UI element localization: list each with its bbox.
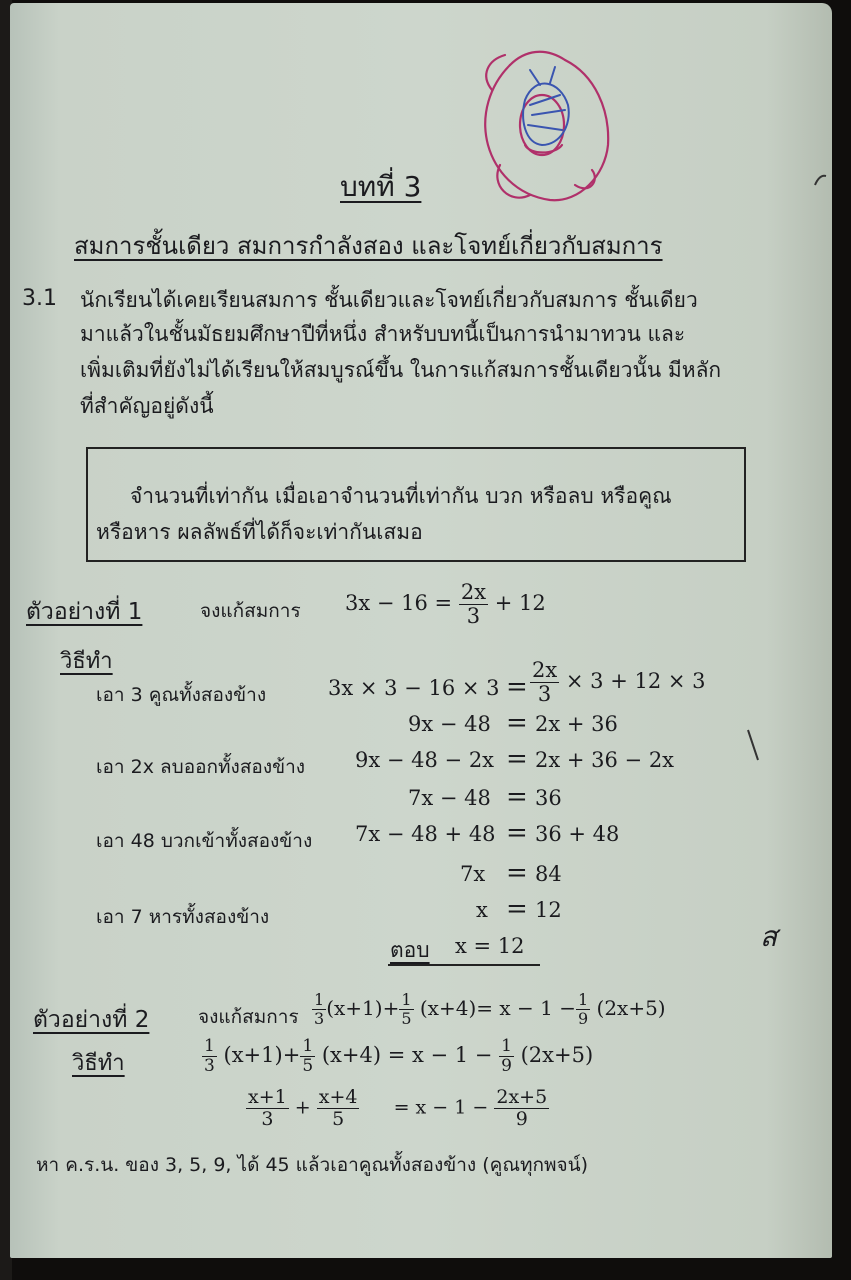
frac-den: 5 <box>401 1009 412 1028</box>
rhs-prefix: = x − 1 − <box>393 1096 489 1119</box>
frac-den: 3 <box>314 1009 325 1028</box>
example1-label: ตัวอย่างที่ 1 <box>26 599 143 625</box>
step2-equals: = <box>506 708 528 738</box>
step4-equals: = <box>506 782 528 812</box>
step1-fraction <box>530 660 559 705</box>
step7-note: เอา 7 หารทั้งสองข้าง <box>96 906 270 928</box>
example1-method: วิธีทำ <box>60 649 113 674</box>
step1-right-rest: × 3 + 12 × 3 <box>565 669 706 693</box>
frac-num: 1 <box>501 1036 512 1056</box>
frac-den: 3 <box>537 682 552 706</box>
term: (x+1) <box>223 1043 283 1067</box>
frac-den: 5 <box>302 1056 314 1076</box>
frac-x1-3 <box>246 1088 289 1129</box>
doodle-drawing <box>470 45 620 210</box>
step5-equals: = <box>506 818 528 848</box>
step3-note: เอา 2x ลบออกทั้งสองข้าง <box>96 756 306 778</box>
frac-1-3 <box>312 992 326 1027</box>
section-number: 3.1 <box>22 286 57 311</box>
section-line-2: มาแล้วในชั้นมัธยมศึกษาปีที่หนึ่ง สำหรับบทนี้เป็นการนำมาทวน และ <box>80 322 686 346</box>
section-line-4: ที่สำคัญอยู่ดังนี้ <box>80 394 214 418</box>
chapter-title: บทที่ 3 <box>340 170 422 203</box>
step2-left: 9x − 48 <box>408 712 491 736</box>
frac-1-9 <box>576 992 590 1027</box>
step3-left: 9x − 48 − 2x <box>355 748 495 772</box>
step3-right: 2x + 36 − 2x <box>535 748 675 772</box>
step1-equals: = <box>506 672 528 702</box>
frac-num: 2x <box>460 580 487 604</box>
step3-equals: = <box>506 744 528 774</box>
example1-equation <box>345 582 546 627</box>
example2-prompt: จงแก้สมการ <box>198 1006 299 1028</box>
margin-mark: ส <box>760 920 778 953</box>
frac-x4-5 <box>317 1088 360 1129</box>
step7-left: x <box>476 898 488 922</box>
frac-1-3 <box>202 1038 217 1075</box>
principle-line-1: จำนวนที่เท่ากัน เมื่อเอาจำนวนที่เท่ากัน บวก หรือลบ หรือคูณ <box>130 484 672 508</box>
example2-method: วิธีทำ <box>72 1051 125 1076</box>
eq-left: 3x − 16 = <box>345 591 453 615</box>
frac-den: 3 <box>204 1056 215 1076</box>
term: (2x+5) <box>520 1043 594 1067</box>
principle-line-2: หรือหาร ผลลัพธ์ที่ได้ก็จะเท่ากันเสมอ <box>96 520 423 544</box>
frac-num: 1 <box>302 1036 314 1056</box>
frac-den: 9 <box>515 1108 528 1130</box>
frac-num: 2x <box>532 658 558 682</box>
term: (2x+5) <box>596 996 666 1020</box>
plus: + <box>282 1043 301 1067</box>
step7-right: 12 <box>535 898 562 922</box>
step4-left: 7x − 48 <box>408 786 491 810</box>
example2-step2 <box>246 1088 549 1129</box>
rhs-prefix: = x − 1 − <box>387 1043 493 1067</box>
example2-label: ตัวอย่างที่ 2 <box>33 1007 150 1033</box>
plus: + <box>382 996 400 1020</box>
rhs-prefix: = x − 1 − <box>476 996 576 1020</box>
section-line-1: นักเรียนได้เคยเรียนสมการ ชั้นเดียวและโจทย์เกี่ยวกับสมการ ชั้นเดียว <box>80 288 698 312</box>
example2-equation <box>312 992 666 1027</box>
plus: + <box>294 1096 311 1119</box>
term: (x+4) <box>419 996 477 1020</box>
answer-label: ตอบ <box>390 938 430 962</box>
frac-den: 3 <box>466 604 481 628</box>
frac-den: 3 <box>261 1108 274 1130</box>
step6-equals: = <box>506 858 528 888</box>
answer-underline <box>388 964 540 966</box>
step2-right: 2x + 36 <box>535 712 618 736</box>
answer-value: x = 12 <box>455 934 525 958</box>
example2-step1 <box>202 1038 593 1075</box>
frac-1-9 <box>499 1038 514 1075</box>
frac-1-5 <box>399 992 413 1027</box>
frac-num: 1 <box>577 990 589 1009</box>
term: (x+4) <box>321 1043 382 1067</box>
frac-1-5 <box>300 1038 315 1075</box>
frac-den: 9 <box>577 1009 589 1028</box>
example1-prompt: จงแก้สมการ <box>200 600 301 622</box>
frac-num: 1 <box>204 1036 215 1056</box>
step6-left: 7x <box>460 862 486 886</box>
margin-marks <box>740 160 830 950</box>
frac-num: 1 <box>314 990 325 1009</box>
frac-num: x+1 <box>248 1086 287 1108</box>
step1-note: เอา 3 คูณทั้งสองข้าง <box>96 684 267 706</box>
frac-den: 5 <box>332 1108 345 1130</box>
step1-left: 3x × 3 − 16 × 3 <box>328 676 500 700</box>
frac-num: 2x+5 <box>496 1086 548 1108</box>
chapter-subtitle: สมการชั้นเดียว สมการกำลังสอง และโจทย์เกี่ยวกับสมการ <box>74 232 663 260</box>
frac-num: x+4 <box>318 1086 358 1108</box>
eq-fraction <box>459 582 488 627</box>
section-line-3: เพิ่มเติมที่ยังไม่ได้เรียนให้สมบูรณ์ขึ้น ในการแก้สมการชั้นเดียวนั้น มีหลัก <box>80 358 722 382</box>
step5-right: 36 + 48 <box>535 822 620 846</box>
frac-num: 1 <box>401 990 412 1009</box>
frac-2x5-9 <box>494 1088 549 1129</box>
eq-right: + 12 <box>494 591 546 615</box>
lcm-line: หา ค.ร.น. ของ 3, 5, 9, ได้ 45 แล้วเอาคูณทั้งสองข้าง (คูณทุกพจน์) <box>36 1154 589 1176</box>
frac-den: 9 <box>501 1056 512 1076</box>
step4-right: 36 <box>535 786 562 810</box>
step5-left: 7x − 48 + 48 <box>355 822 496 846</box>
step7-equals: = <box>506 894 528 924</box>
step1-right <box>530 660 706 705</box>
step6-right: 84 <box>535 862 562 886</box>
term: (x+1) <box>326 996 383 1020</box>
step5-note: เอา 48 บวกเข้าทั้งสองข้าง <box>96 830 313 852</box>
